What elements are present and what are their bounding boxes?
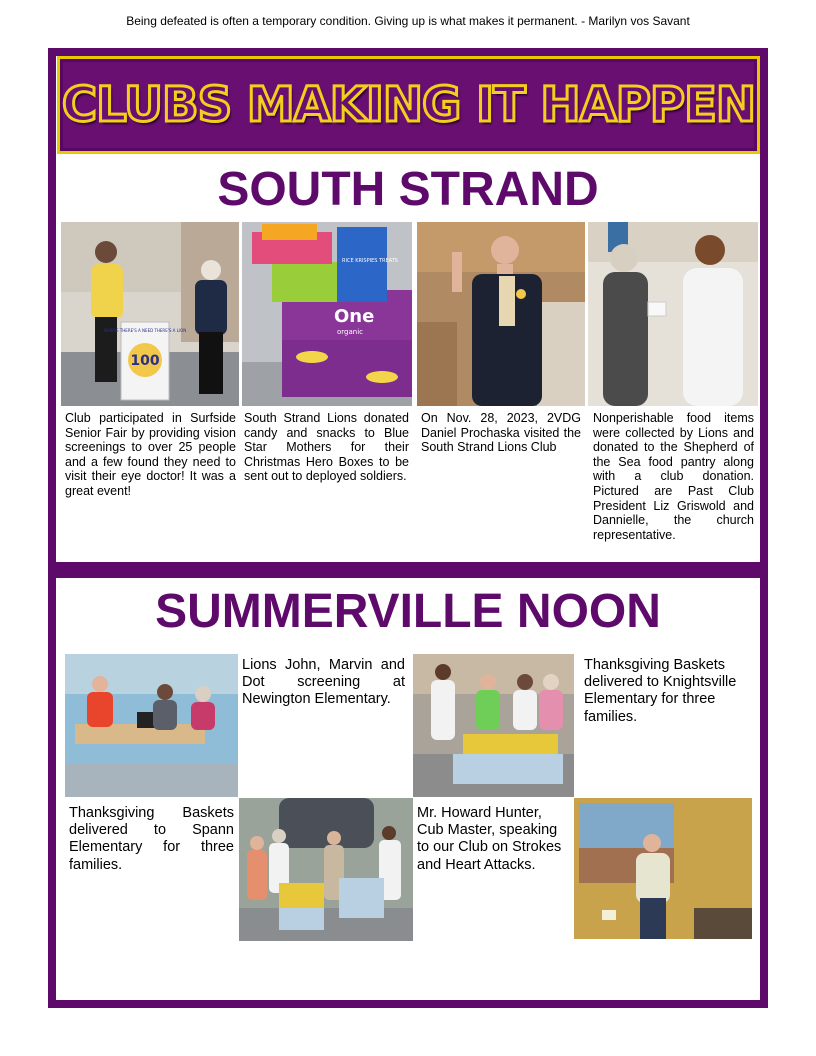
box-brand: One: [334, 306, 375, 327]
photo-donated-snacks: [242, 222, 412, 406]
photo-knightsville-baskets: [413, 654, 574, 797]
caption-spann: Thanksgiving Baskets delivered to Spann Elementary for three families.: [69, 805, 234, 873]
caption-senior-fair: Club participated in Surfside Senior Fair by providing vision screenings to over 25 people and a few found they need to visit their eye doctor! It was a great event!: [65, 411, 236, 498]
snack-label: RICE KRISPIES TREATS: [342, 258, 398, 264]
banner-title: CLUBS MAKING IT HAPPEN: [61, 77, 756, 133]
sign-number: 100: [130, 353, 160, 369]
photo-howard-hunter: [574, 798, 752, 939]
photo-spann-baskets: [239, 798, 413, 941]
caption-vdg-visit: On Nov. 28, 2023, 2VDG Daniel Prochaska visited the South Strand Lions Club: [421, 411, 581, 455]
photo-vdg-visit: [417, 222, 585, 406]
photo-senior-fair: [61, 222, 239, 406]
caption-food-pantry: Nonperishable food items were collected by Lions and donated to the Shepherd of the Sea food pantry along with a club donation. Pictured are Past Club President Liz Griswold and Dannielle, the church representative.: [593, 411, 754, 542]
sign-slogan: WHERE THERE'S A NEED THERE'S A LION: [103, 328, 187, 333]
caption-knightsville: Thanksgiving Baskets delivered to Knightsville Elementary for three families.: [584, 657, 737, 725]
photo-food-pantry: [588, 222, 758, 406]
banner: [57, 56, 760, 154]
caption-screening: Lions John, Marvin and Dot screening at Newington Elementary.: [242, 657, 405, 708]
south-strand-title: SOUTH STRAND: [217, 163, 599, 216]
caption-howard-hunter: Mr. Howard Hunter, Cub Master, speaking to our Club on Strokes and Heart Attacks.: [417, 805, 562, 873]
summerville-title: SUMMERVILLE NOON: [155, 585, 661, 638]
box-sub: organic: [337, 328, 364, 336]
photo-screening: [65, 654, 238, 797]
page-quote: Being defeated is often a temporary condition. Giving up is what makes it permanent. - Marilyn vos Savant: [126, 14, 690, 28]
caption-donated-snacks: South Strand Lions donated candy and snacks to Blue Star Mothers for their Christmas Hero Boxes to be sent out to deployed soldiers.: [244, 411, 409, 484]
